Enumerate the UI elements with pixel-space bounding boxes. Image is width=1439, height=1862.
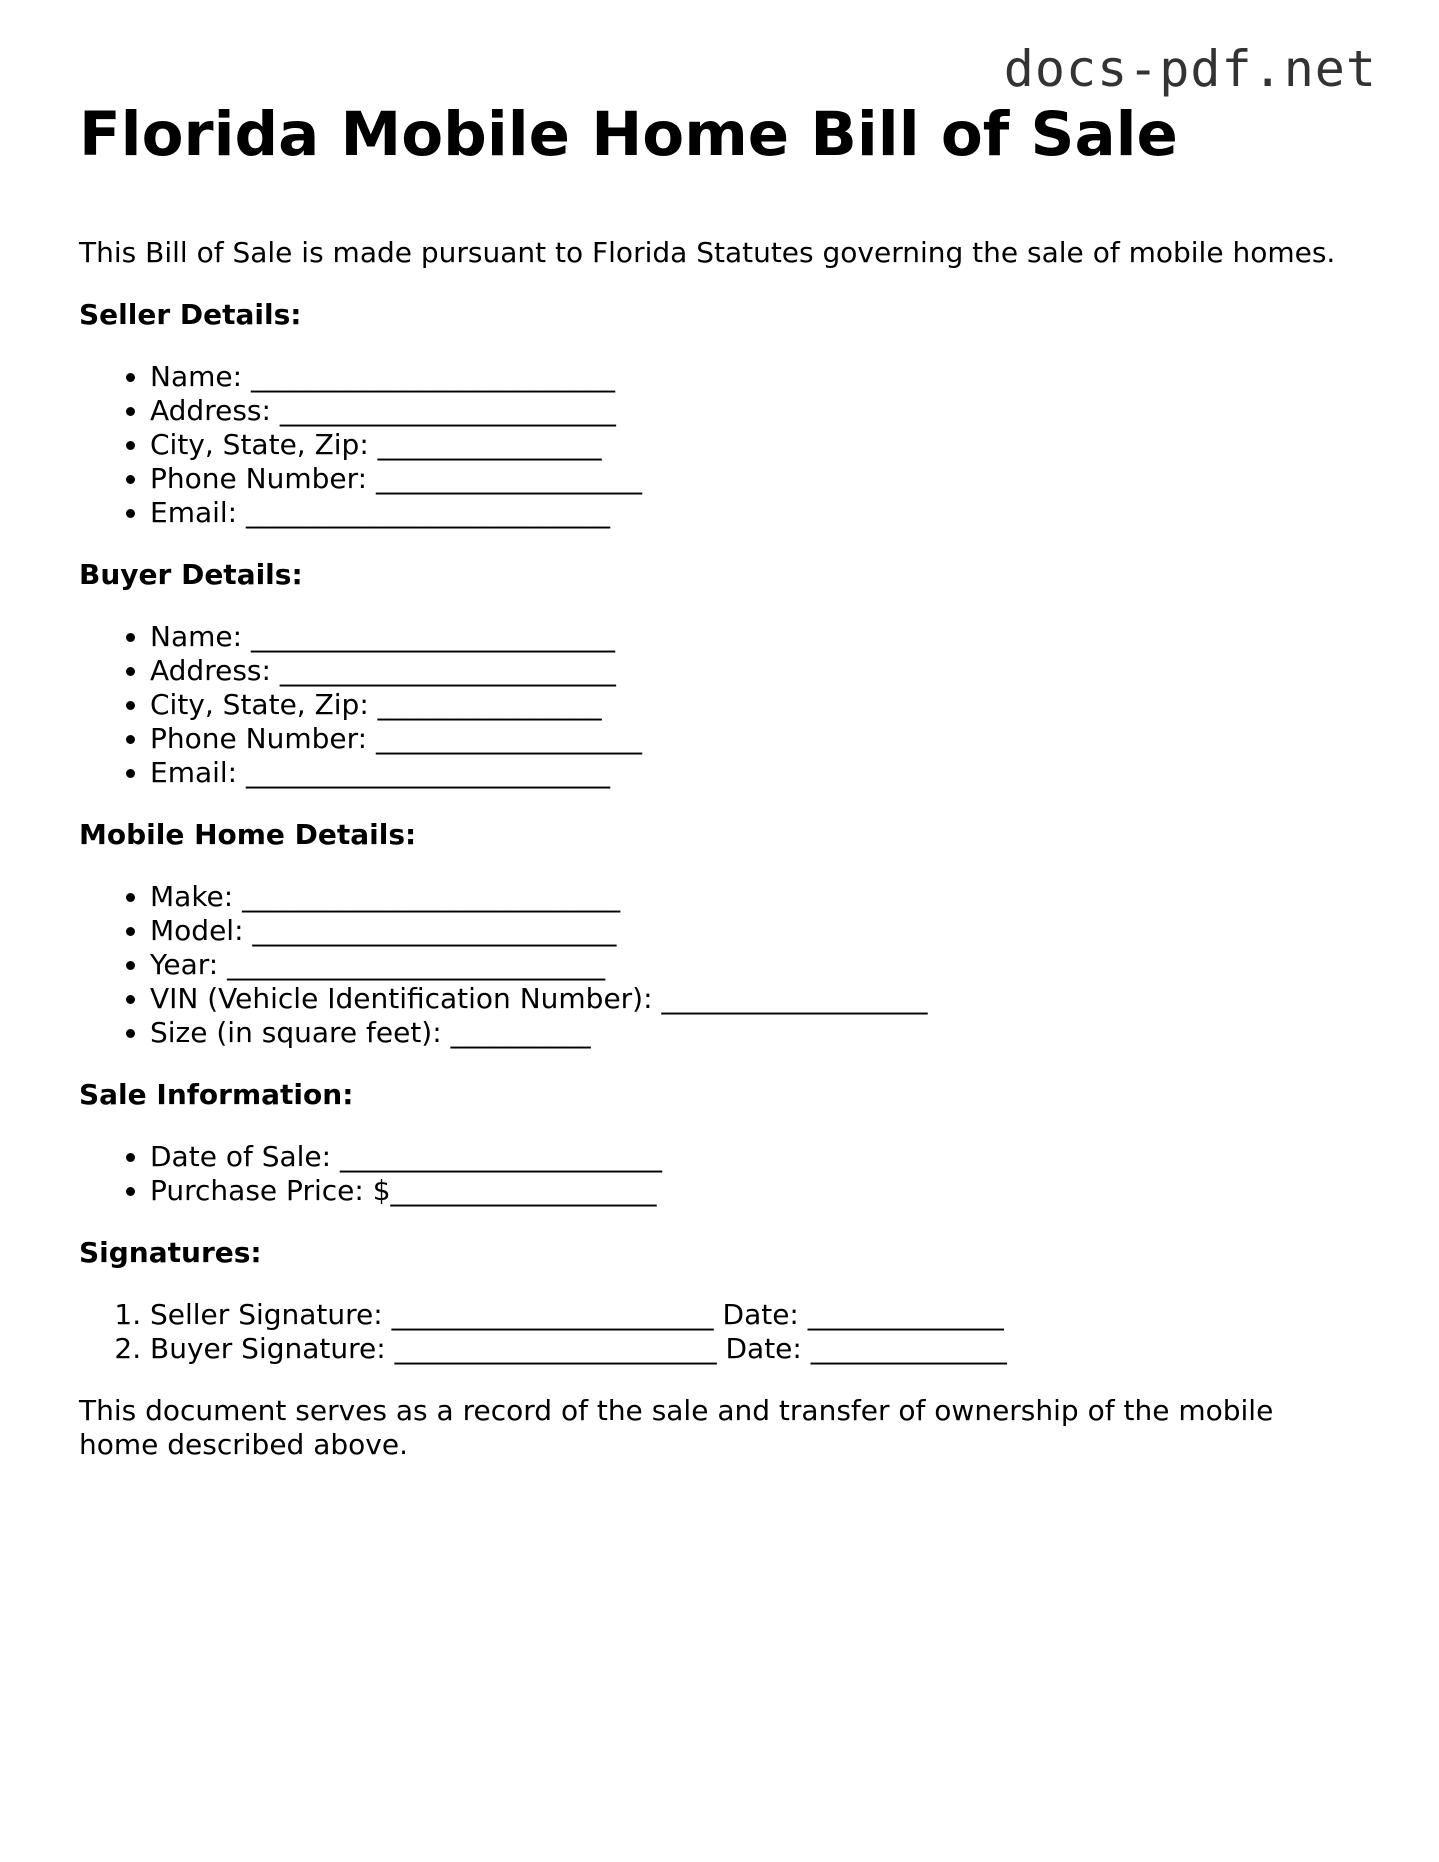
home-make-field: • Make: ___________________________ xyxy=(150,880,1369,914)
home-list xyxy=(79,880,1369,1050)
sale-price-field: • Purchase Price: $___________________ xyxy=(150,1174,1369,1208)
buyer-list xyxy=(79,620,1369,790)
buyer-email-field: • Email: __________________________ xyxy=(150,756,1369,790)
home-year-field: • Year: ___________________________ xyxy=(150,948,1369,982)
intro-paragraph: This Bill of Sale is made pursuant to Florida Statutes governing the sale of mobile homes. xyxy=(79,236,1336,270)
seller-email-field: • Email: __________________________ xyxy=(150,496,1369,530)
seller-address-field: • Address: ________________________ xyxy=(150,394,1369,428)
seller-heading: Seller Details: xyxy=(79,298,302,332)
buyer-phone-field: • Phone Number: ___________________ xyxy=(150,722,1369,756)
seller-signature-line: 1. Seller Signature: _______________________ Date: ______________ xyxy=(150,1298,1369,1332)
seller-city-state-zip-field: • City, State, Zip: ________________ xyxy=(150,428,1369,462)
buyer-name-field: • Name: __________________________ xyxy=(150,620,1369,654)
closing-paragraph: This document serves as a record of the sale and transfer of ownership of the mobile home described above. xyxy=(79,1394,1274,1462)
buyer-heading: Buyer Details: xyxy=(79,558,303,592)
document-title: Florida Mobile Home Bill of Sale xyxy=(79,99,1178,170)
buyer-address-field: • Address: ________________________ xyxy=(150,654,1369,688)
signatures-list xyxy=(79,1298,1369,1366)
seller-name-field: • Name: __________________________ xyxy=(150,360,1369,394)
signatures-heading: Signatures: xyxy=(79,1236,262,1270)
buyer-city-state-zip-field: • City, State, Zip: ________________ xyxy=(150,688,1369,722)
home-size-field: • Size (in square feet): __________ xyxy=(150,1016,1369,1050)
seller-phone-field: • Phone Number: ___________________ xyxy=(150,462,1369,496)
document-page xyxy=(79,100,1369,1462)
home-model-field: • Model: __________________________ xyxy=(150,914,1369,948)
sale-heading: Sale Information: xyxy=(79,1078,354,1112)
seller-list xyxy=(79,360,1369,530)
sale-list xyxy=(79,1140,1369,1208)
watermark: docs-pdf.net xyxy=(1003,40,1377,98)
home-heading: Mobile Home Details: xyxy=(79,818,417,852)
buyer-signature-line: 2. Buyer Signature: _______________________ Date: ______________ xyxy=(150,1332,1369,1366)
home-vin-field: • VIN (Vehicle Identification Number): ___________________ xyxy=(150,982,1369,1016)
sale-date-field: • Date of Sale: _______________________ xyxy=(150,1140,1369,1174)
